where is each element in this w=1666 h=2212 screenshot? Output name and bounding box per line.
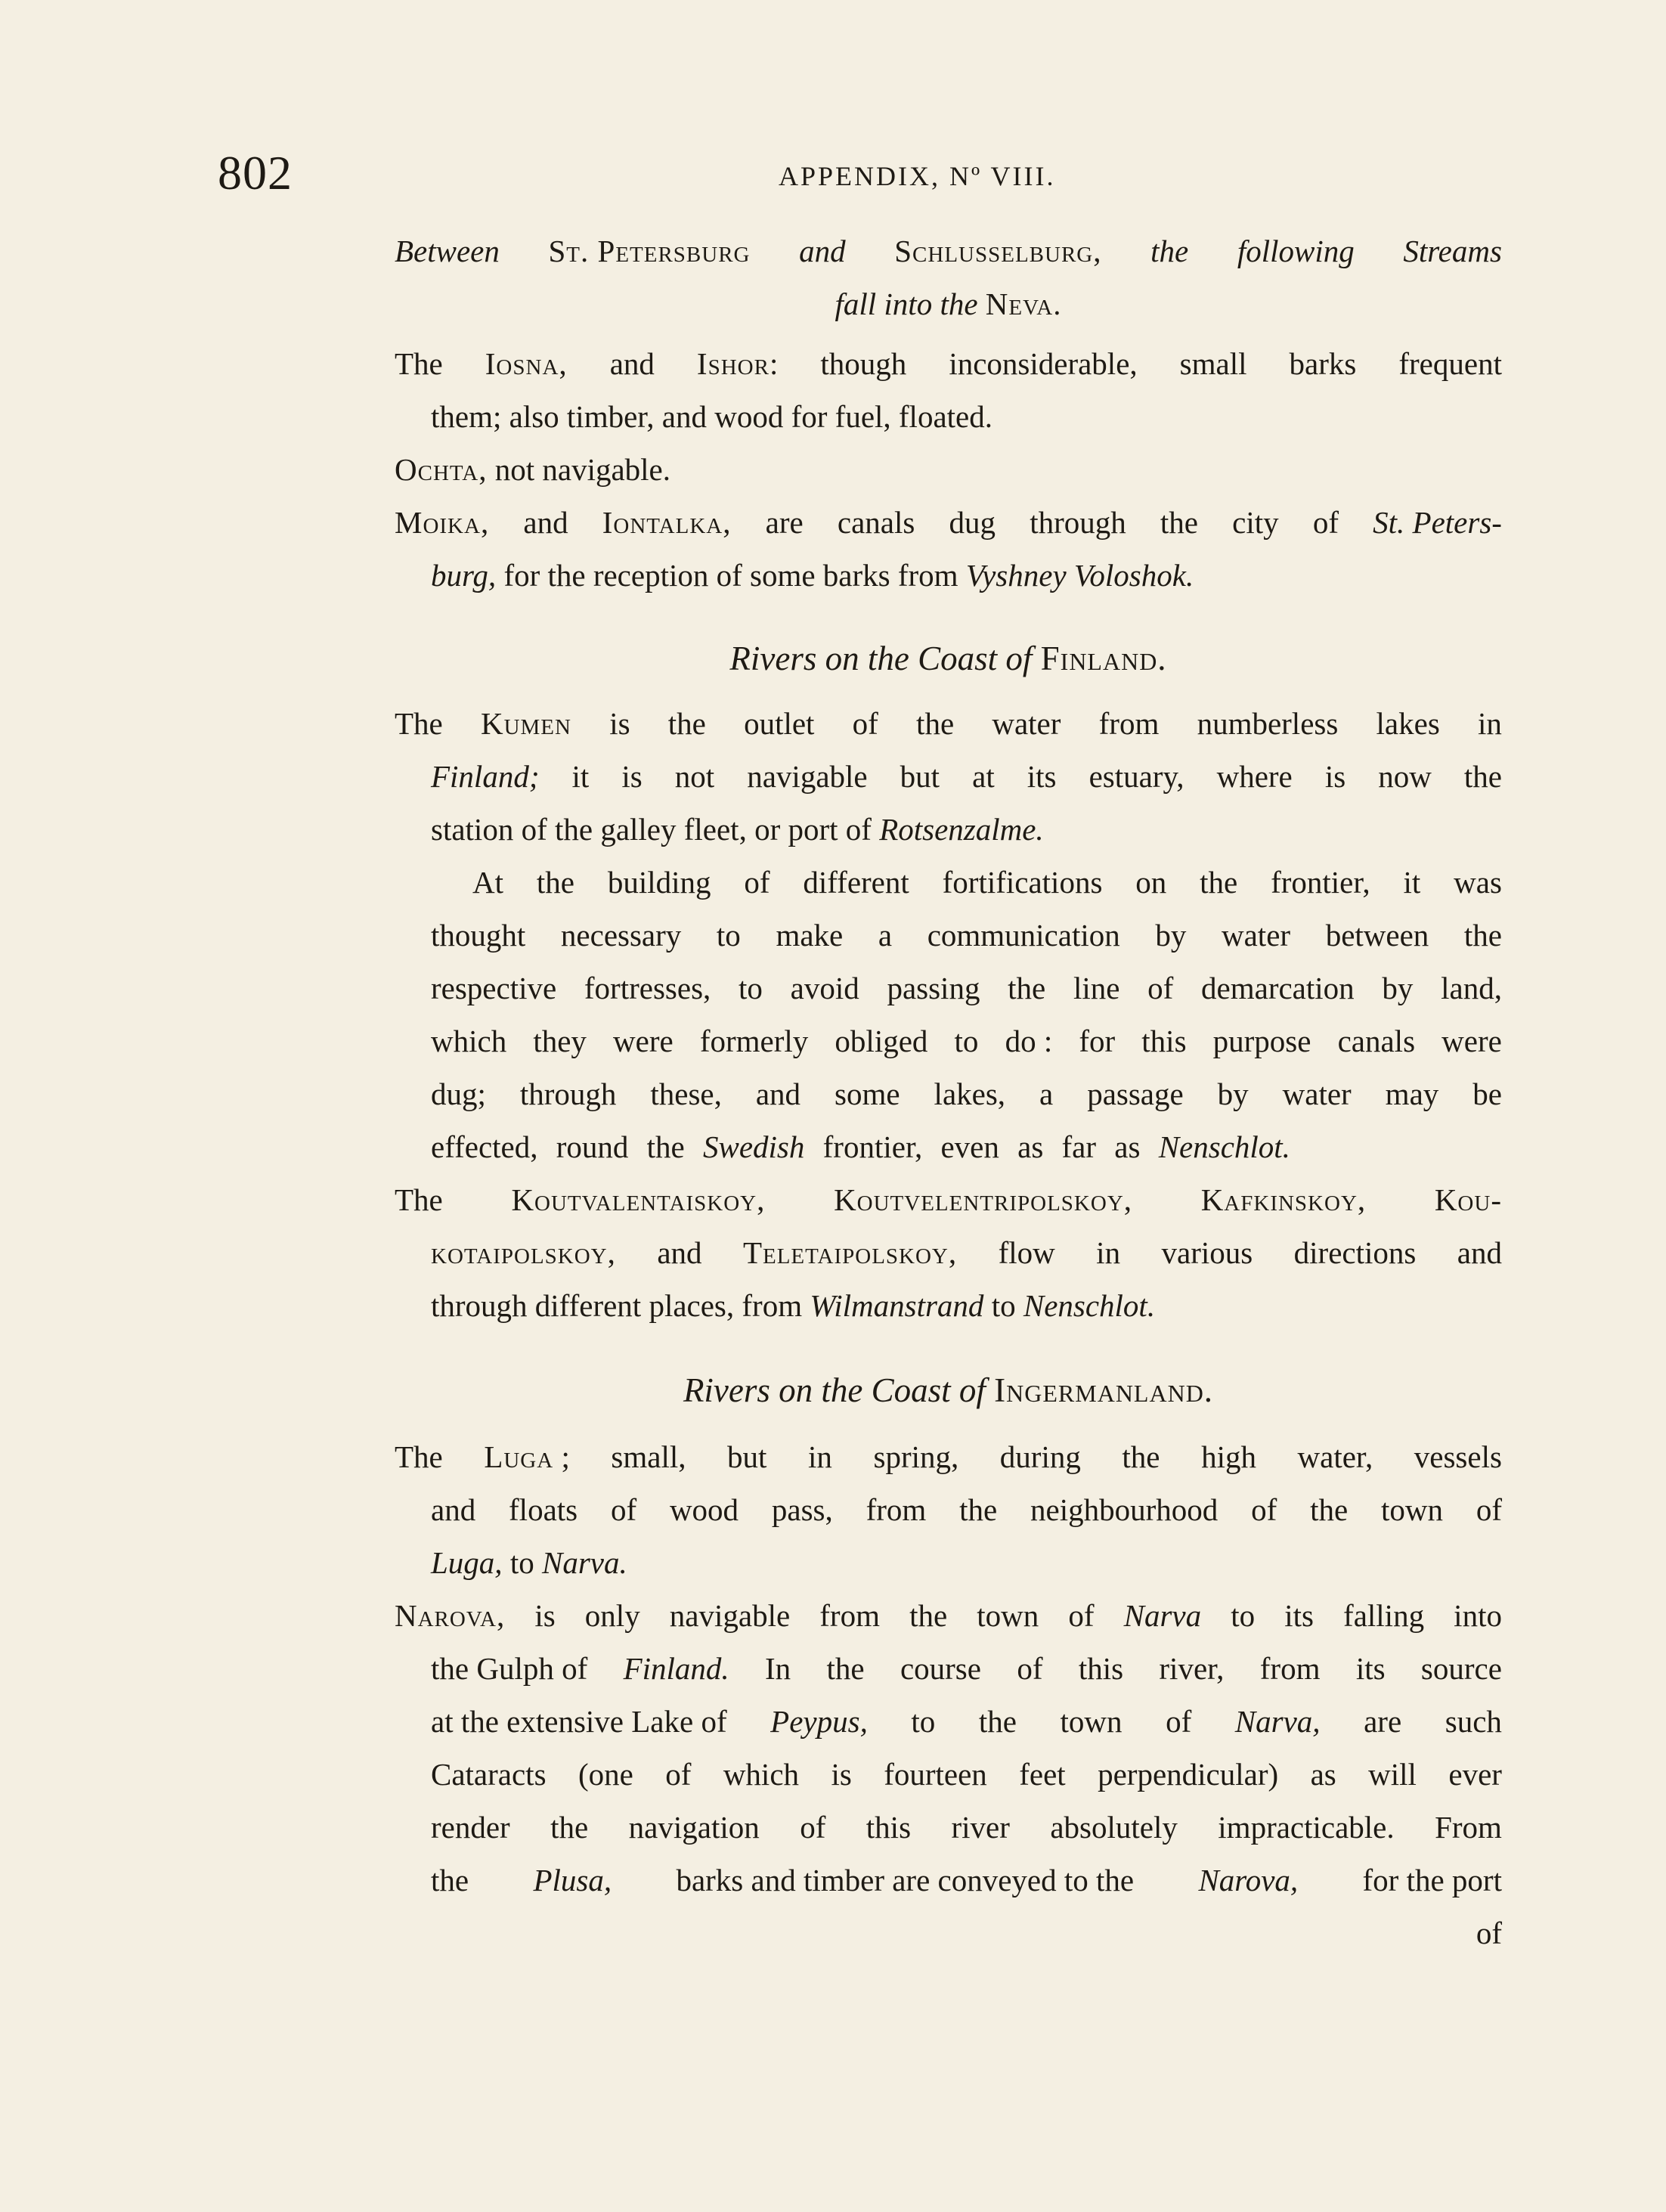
word: falling — [1343, 1598, 1425, 1633]
word: as — [1017, 1129, 1044, 1164]
word: Ishor — [696, 346, 770, 381]
text-line — [395, 1430, 1502, 1483]
word: Kou- — [1434, 1182, 1502, 1217]
word: water, — [1297, 1439, 1373, 1474]
word: for the reception of some barks from — [503, 558, 958, 593]
word: flow — [998, 1235, 1055, 1270]
word: The — [395, 346, 443, 381]
word: building — [607, 865, 711, 900]
text-line — [472, 856, 1502, 909]
word: but — [727, 1439, 767, 1474]
word: the — [978, 1704, 1017, 1739]
word: line — [1073, 971, 1120, 1005]
word: thought — [431, 918, 526, 953]
text-line — [395, 443, 1502, 496]
word: far — [1061, 1129, 1097, 1164]
word: Finland. — [623, 1651, 729, 1686]
word: obliged — [835, 1024, 928, 1058]
page-number: 802 — [218, 146, 293, 200]
word: Peypus, — [770, 1704, 868, 1739]
word: purpose — [1212, 1024, 1311, 1058]
word: as — [1310, 1757, 1336, 1792]
word: Kafkinskoy, — [1200, 1182, 1367, 1217]
word: are — [1364, 1704, 1402, 1739]
word: floats — [509, 1492, 578, 1527]
word: town — [1381, 1492, 1443, 1527]
text-line — [431, 1279, 1502, 1332]
word: where — [1216, 759, 1293, 794]
word: now — [1378, 759, 1432, 794]
heading-word: Streams — [1403, 234, 1502, 268]
word: such — [1445, 1704, 1502, 1739]
word: dug; — [431, 1077, 486, 1111]
section-1-body — [395, 337, 1502, 602]
heading-word: Ingermanland. — [994, 1371, 1214, 1409]
word: perpendicular) — [1098, 1757, 1279, 1792]
word: from — [1098, 706, 1160, 741]
word: render — [431, 1810, 510, 1845]
word: avoid — [790, 971, 859, 1005]
word: of — [1312, 505, 1339, 540]
word: barks and timber are conveyed to the — [676, 1863, 1135, 1898]
word: though — [820, 346, 907, 381]
word: some — [835, 1077, 900, 1111]
word: From — [1435, 1810, 1502, 1845]
word: land, — [1441, 971, 1502, 1005]
word: and — [523, 505, 568, 540]
word: frontier, — [1271, 865, 1370, 900]
heading-word: Neva. — [985, 287, 1062, 321]
word: which — [431, 1024, 507, 1058]
text-line — [431, 1120, 1502, 1173]
word: ever — [1448, 1757, 1502, 1792]
word: of — [852, 706, 878, 741]
word: high — [1201, 1439, 1256, 1474]
word: and — [1457, 1235, 1502, 1270]
word: of — [1068, 1598, 1095, 1633]
word: burg, — [431, 558, 497, 593]
word: The — [395, 1182, 443, 1217]
word: Finland; — [431, 759, 540, 794]
word: to — [911, 1704, 936, 1739]
word: and — [755, 1077, 801, 1111]
word: do : — [1005, 1024, 1053, 1058]
word: communication — [927, 918, 1120, 953]
word: and — [431, 1492, 476, 1527]
word: Cataracts — [431, 1757, 547, 1792]
text-line — [431, 803, 1502, 856]
word: a — [1039, 1077, 1054, 1111]
word: Moika, — [395, 505, 490, 540]
catchword — [395, 1907, 1502, 1960]
word: feet — [1019, 1757, 1066, 1792]
word: Kumen — [480, 706, 571, 741]
word: (one — [578, 1757, 633, 1792]
word: fortresses, — [584, 971, 711, 1005]
word: to — [1231, 1598, 1256, 1633]
text-line — [395, 496, 1502, 549]
word: of — [1017, 1651, 1043, 1686]
word: as — [1114, 1129, 1141, 1164]
word: it — [1403, 865, 1421, 900]
word: river — [951, 1810, 1010, 1845]
word: were — [613, 1024, 674, 1058]
word: round — [556, 1129, 629, 1164]
word: during — [999, 1439, 1081, 1474]
section-1-heading — [395, 225, 1502, 330]
word: necessary — [560, 918, 682, 953]
word: will — [1368, 1757, 1417, 1792]
word: Luga — [484, 1439, 554, 1474]
heading-word: Rivers on the Coast of — [683, 1371, 986, 1409]
word: by — [1217, 1077, 1249, 1111]
word: is — [609, 706, 630, 741]
text-line — [431, 1642, 1502, 1695]
word: to — [716, 918, 741, 953]
word: to — [739, 971, 763, 1005]
word: estuary, — [1088, 759, 1184, 794]
text-line — [431, 1536, 1502, 1589]
text-line — [431, 390, 1502, 443]
heading-word: Finland. — [1040, 640, 1167, 677]
word: were — [1441, 1024, 1502, 1058]
word: water — [1282, 1077, 1352, 1111]
word: these, — [650, 1077, 722, 1111]
heading-word: Between — [395, 234, 500, 268]
word: its — [1027, 759, 1057, 794]
word: is — [621, 759, 643, 794]
word: Narova, — [1198, 1863, 1299, 1898]
text-line — [431, 909, 1502, 962]
word: and — [657, 1235, 702, 1270]
section-2-body — [395, 697, 1502, 1332]
word: lakes, — [934, 1077, 1006, 1111]
word: the — [1310, 1492, 1349, 1527]
section-2-heading — [395, 632, 1502, 685]
word: : — [769, 346, 779, 381]
word: is — [831, 1757, 852, 1792]
word: city — [1232, 505, 1279, 540]
word: them; also timber, and wood for fuel, floated. — [431, 399, 992, 434]
word: by — [1155, 918, 1187, 953]
word: its — [1355, 1651, 1386, 1686]
word: for the port — [1362, 1863, 1502, 1898]
word: effected, — [431, 1129, 538, 1164]
word: canals — [1337, 1024, 1416, 1058]
word: river, — [1159, 1651, 1225, 1686]
word: the — [1160, 505, 1198, 540]
word: from — [819, 1598, 880, 1633]
word: different — [803, 865, 909, 900]
word: lakes — [1376, 706, 1440, 741]
word: from — [866, 1492, 927, 1527]
word: of — [1166, 1704, 1192, 1739]
word: not navigable. — [494, 452, 671, 487]
text-line — [431, 750, 1502, 803]
word: the — [909, 1598, 948, 1633]
word: of — [744, 865, 770, 900]
word: wood — [669, 1492, 739, 1527]
word: from — [1259, 1651, 1321, 1686]
word: pass, — [771, 1492, 833, 1527]
word: of — [1147, 971, 1174, 1005]
word: directions — [1293, 1235, 1417, 1270]
word: neighbourhood — [1030, 1492, 1219, 1527]
word: Iosna, — [485, 346, 568, 381]
word: between — [1325, 918, 1429, 953]
word: the — [826, 1651, 865, 1686]
heading-word: Rivers on the Coast of — [729, 640, 1033, 677]
word: in — [1096, 1235, 1121, 1270]
word: barks — [1289, 346, 1357, 381]
word: its — [1284, 1598, 1314, 1633]
word: fourteen — [884, 1757, 987, 1792]
word: the — [667, 706, 706, 741]
word: small, — [611, 1439, 686, 1474]
word: Narova, — [395, 1598, 506, 1633]
word: to — [954, 1024, 979, 1058]
word: water — [1222, 918, 1291, 953]
word: St. Peters- — [1373, 505, 1502, 540]
text-line — [431, 1483, 1502, 1536]
word: the — [431, 1863, 469, 1898]
word: Vyshney Voloshok. — [965, 558, 1194, 593]
word: Wilmanstrand — [810, 1288, 984, 1323]
word: Iontalka, — [602, 505, 732, 540]
word: is — [1324, 759, 1346, 794]
word: In — [765, 1651, 791, 1686]
text-line — [431, 1801, 1502, 1854]
heading-word: and — [799, 234, 846, 268]
text-line — [431, 1067, 1502, 1120]
word: is — [534, 1598, 556, 1633]
word: The — [395, 1439, 443, 1474]
word: frontier, — [822, 1129, 923, 1164]
text-line — [431, 1854, 1502, 1907]
word: outlet — [744, 706, 815, 741]
word: the — [1200, 865, 1238, 900]
word: through — [1030, 505, 1126, 540]
word: of — [1476, 1492, 1502, 1527]
word: water — [992, 706, 1061, 741]
word: this — [1141, 1024, 1187, 1058]
word: of — [800, 1810, 826, 1845]
text-line — [431, 1748, 1502, 1801]
section-3-body — [395, 1430, 1502, 1960]
word: Nenschlot. — [1023, 1288, 1156, 1323]
word: navigation — [628, 1810, 760, 1845]
word: make — [776, 918, 844, 953]
word: on — [1135, 865, 1167, 900]
word: even — [940, 1129, 999, 1164]
word: Narva, — [1234, 1704, 1321, 1739]
word: The — [395, 706, 443, 741]
word: only — [584, 1598, 640, 1633]
text-line — [395, 337, 1502, 390]
word: which — [723, 1757, 800, 1792]
word: the — [916, 706, 955, 741]
heading-word: following — [1237, 234, 1355, 268]
word: the — [1008, 971, 1046, 1005]
word: of — [1251, 1492, 1277, 1527]
word: respective — [431, 971, 557, 1005]
text-line — [395, 1589, 1502, 1642]
word: at the extensive Lake of — [431, 1704, 727, 1739]
word: the Gulph of — [431, 1651, 588, 1686]
word: Narva. — [541, 1545, 627, 1580]
word: frequent — [1398, 346, 1502, 381]
word: to — [991, 1288, 1016, 1323]
word: impracticable. — [1218, 1810, 1395, 1845]
text-line — [431, 549, 1502, 602]
heading-word: St. Petersburg — [548, 234, 751, 268]
heading-word: Schlusselburg, — [894, 234, 1102, 268]
running-head: APPENDIX, Nº VIII. — [779, 161, 1056, 191]
heading-word: fall into the — [835, 287, 978, 321]
word: Nenschlot. — [1158, 1129, 1290, 1164]
text-line — [395, 1173, 1502, 1226]
word: Swedish — [703, 1129, 805, 1164]
word: canals — [837, 505, 915, 540]
word: for — [1079, 1024, 1116, 1058]
word: Koutvalentaiskoy, — [511, 1182, 766, 1217]
word: the — [1463, 759, 1502, 794]
word: of — [610, 1492, 637, 1527]
word: they — [533, 1024, 587, 1058]
heading-word: the — [1150, 234, 1189, 268]
word: the — [1463, 918, 1502, 953]
text-line — [431, 1226, 1502, 1279]
word: At — [472, 865, 503, 900]
word: by — [1382, 971, 1414, 1005]
word: this — [866, 1810, 912, 1845]
word: course — [900, 1651, 981, 1686]
word: may — [1385, 1077, 1439, 1111]
word: formerly — [699, 1024, 809, 1058]
word: in — [1478, 706, 1502, 741]
word: absolutely — [1050, 1810, 1178, 1845]
word: various — [1161, 1235, 1253, 1270]
word: navigable — [669, 1598, 791, 1633]
word: town — [977, 1598, 1039, 1633]
word: to — [509, 1545, 534, 1580]
word: Luga, — [431, 1545, 503, 1580]
text-line — [431, 1695, 1502, 1748]
word: Narva — [1123, 1598, 1202, 1633]
word: are — [765, 505, 804, 540]
word: the — [550, 1810, 589, 1845]
word: ; — [561, 1439, 570, 1474]
word: station of the galley fleet, or port of — [431, 812, 872, 847]
word: inconsiderable, — [949, 346, 1138, 381]
word: Teletaipolskoy, — [742, 1235, 958, 1270]
word: the — [1122, 1439, 1160, 1474]
word: spring, — [873, 1439, 959, 1474]
text-line — [395, 697, 1502, 750]
word: through different places, from — [431, 1288, 803, 1323]
word: numberless — [1197, 706, 1339, 741]
word: navigable — [747, 759, 868, 794]
text-line — [431, 1015, 1502, 1067]
word: small — [1179, 346, 1247, 381]
word: but — [900, 759, 940, 794]
word: the — [536, 865, 574, 900]
word: Rotsenzalme. — [879, 812, 1044, 847]
word: of — [665, 1757, 692, 1792]
word: passage — [1087, 1077, 1184, 1111]
word: passing — [887, 971, 980, 1005]
word: dug — [949, 505, 996, 540]
word: a — [878, 918, 893, 953]
word: Plusa, — [533, 1863, 612, 1898]
word: this — [1078, 1651, 1124, 1686]
text-line — [431, 962, 1502, 1015]
word: through — [519, 1077, 617, 1111]
section-3-heading — [395, 1364, 1502, 1417]
word: Ochta, — [395, 452, 488, 487]
word: in — [808, 1439, 832, 1474]
word: be — [1472, 1077, 1502, 1111]
word: it — [571, 759, 590, 794]
word: Koutvelentripolskoy, — [834, 1182, 1133, 1217]
word: demarcation — [1201, 971, 1355, 1005]
word: fortifications — [942, 865, 1103, 900]
word: of — [1476, 1916, 1502, 1950]
word: not — [674, 759, 715, 794]
word: into — [1454, 1598, 1502, 1633]
word: town — [1060, 1704, 1123, 1739]
word: the — [646, 1129, 685, 1164]
word: vessels — [1414, 1439, 1502, 1474]
word: the — [959, 1492, 998, 1527]
word: at — [972, 759, 995, 794]
word: and — [609, 346, 655, 381]
word: was — [1454, 865, 1502, 900]
word: kotaipolskoy, — [431, 1235, 616, 1270]
word: source — [1420, 1651, 1502, 1686]
